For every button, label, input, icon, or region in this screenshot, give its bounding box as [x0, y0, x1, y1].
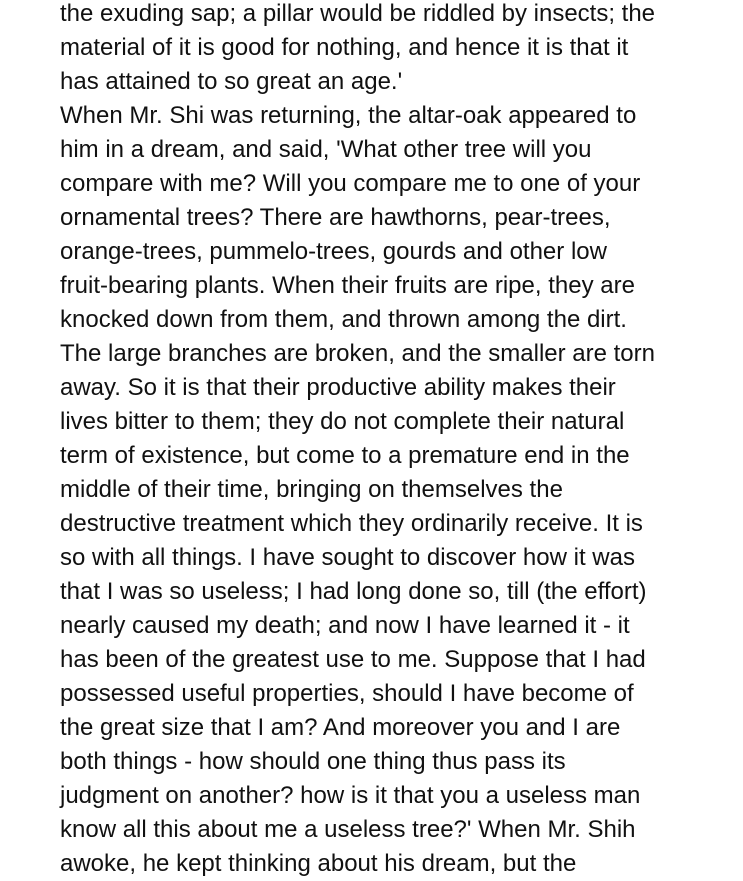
text-line: ornamental trees? There are hawthorns, pear-trees,: [60, 204, 611, 231]
text-line: away. So it is that their productive ability makes their: [60, 374, 616, 401]
text-line: middle of their time, bringing on themselves the: [60, 476, 563, 503]
text-line: the exuding sap; a pillar would be riddled by insects; the: [60, 0, 656, 27]
text-line: judgment on another? how is it that you a useless man: [60, 782, 641, 809]
text-line: fruit-bearing plants. When their fruits are ripe, they are: [60, 272, 635, 299]
text-line: that I was so useless; I had long done so, till (the effort): [60, 578, 647, 605]
text-line: the great size that I am? And moreover you and I are: [60, 714, 621, 741]
text-line: material of it is good for nothing, and hence it is that it: [60, 34, 629, 61]
text-line: orange-trees, pummelo-trees, gourds and other low: [60, 238, 607, 265]
text-line: awoke, he kept thinking about his dream, but the: [60, 850, 577, 877]
text-line: The large branches are broken, and the smaller are torn: [60, 340, 655, 367]
text-line: When Mr. Shi was returning, the altar-oak appeared to: [60, 102, 637, 129]
text-line: so with all things. I have sought to discover how it was: [60, 544, 635, 571]
document-text: [60, 0, 730, 881]
text-line: possessed useful properties, should I have become of: [60, 680, 634, 707]
text-line: nearly caused my death; and now I have learned it - it: [60, 612, 630, 639]
text-line: him in a dream, and said, 'What other tree will you: [60, 136, 592, 163]
text-line: lives bitter to them; they do not complete their natural: [60, 408, 625, 435]
text-line: compare with me? Will you compare me to one of your: [60, 170, 641, 197]
text-line: has been of the greatest use to me. Suppose that I had: [60, 646, 646, 673]
text-line: has attained to so great an age.': [60, 68, 403, 95]
text-line: term of existence, but come to a premature end in the: [60, 442, 630, 469]
text-line: know all this about me a useless tree?' When Mr. Shih: [60, 816, 636, 843]
text-line: knocked down from them, and thrown among the dirt.: [60, 306, 627, 333]
text-line: destructive treatment which they ordinarily receive. It is: [60, 510, 643, 537]
text-line: both things - how should one thing thus pass its: [60, 748, 566, 775]
